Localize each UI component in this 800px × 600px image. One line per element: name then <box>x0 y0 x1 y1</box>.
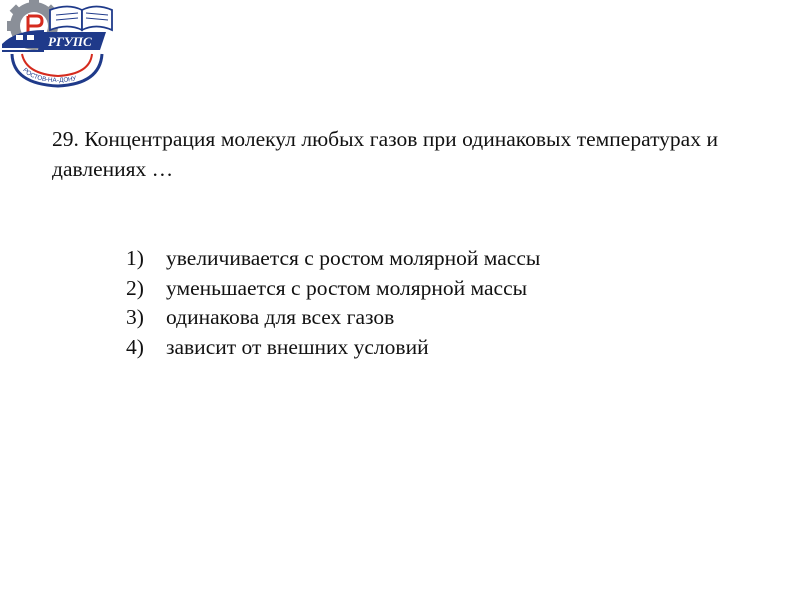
answer-option-2[interactable] <box>126 274 540 304</box>
answer-list <box>126 244 540 362</box>
answer-number: 1) <box>126 246 144 270</box>
answer-number: 3) <box>126 305 144 329</box>
answer-text: увеличивается с ростом молярной массы <box>166 246 541 270</box>
answer-text: одинакова для всех газов <box>166 305 395 329</box>
question-text: 29. Концентрация молекул любых газов при одинаковых температурах и давлениях … <box>52 127 718 181</box>
answer-number: 4) <box>126 334 144 359</box>
answer-option-3[interactable] <box>126 303 540 333</box>
answer-option-1[interactable] <box>126 244 540 274</box>
rgups-logo <box>0 0 115 90</box>
answer-number: 2) <box>126 275 144 300</box>
logo-abbreviation: РГУПС <box>48 34 92 49</box>
rgups-university-emblem-icon <box>0 0 115 90</box>
answer-text: зависит от внешних условий <box>166 334 429 359</box>
answer-text: уменьшается с ростом молярной массы <box>166 275 528 300</box>
logo-city: РОСТОВ-НА-ДОНУ <box>21 66 78 85</box>
answer-option-4[interactable] <box>126 333 540 363</box>
